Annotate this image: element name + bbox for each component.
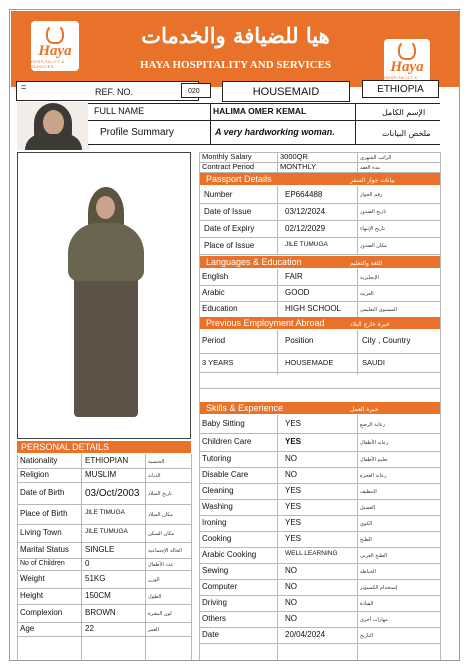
employment-col-1: Position	[285, 336, 314, 345]
personal-4-label-ar: مكان السكن	[148, 530, 175, 537]
language-1-label-ar: العربية	[360, 290, 374, 297]
header-title-english: HAYA HOSPITALITY AND SERVICES	[139, 59, 332, 71]
haya-logo-right: Haya HOSPITALITY &	[384, 39, 430, 85]
full-name-label: FULL NAME	[94, 106, 145, 116]
skill-4-label: Cleaning	[202, 486, 234, 495]
passport-2-label: Date of Expiry	[204, 223, 255, 233]
personal-9-value: BROWN	[85, 608, 116, 617]
skill-9-label-ar: الخياطة	[360, 568, 376, 575]
ref-box: = REF. NO.	[16, 81, 199, 101]
personal-10-label-ar: العمر	[148, 626, 159, 633]
personal-3-label-ar: مكان الميلاد	[148, 511, 173, 518]
passport-3-value: JILE TUMUGA	[285, 240, 328, 248]
employment-cell: SAUDI	[362, 358, 385, 367]
skill-3-label-ar: رعاية العجزة	[360, 472, 387, 479]
personal-5-label-ar: الحالة الإجتماعية	[148, 547, 182, 554]
personal-1-label-ar: الديانة	[148, 472, 161, 479]
contract-0-label-ar: الراتب الشهري	[360, 154, 392, 161]
contract-0-label: Monthly Salary	[202, 152, 252, 161]
skill-1-label-ar: رعاية الأطفال	[360, 439, 389, 446]
contract-1-label: Contract Period	[202, 162, 255, 171]
skill-0-label-ar: رعاية الرضع	[360, 421, 386, 428]
personal-2-label-ar: تاريخ الميلاد	[148, 490, 173, 497]
passport-2-value: 02/12/2029	[285, 223, 326, 233]
language-1-value: GOOD	[285, 288, 310, 297]
passport-0-label-ar: رقم الجواز	[360, 192, 383, 198]
personal-10-value: 22	[85, 624, 94, 633]
profile-summary-value: A very hardworking woman.	[215, 127, 335, 137]
skill-11-label: Driving	[202, 598, 227, 607]
skill-5-label: Washing	[202, 502, 233, 511]
ref-label: REF. NO.	[95, 87, 134, 97]
ref-number: 020	[181, 83, 211, 98]
personal-6-value: 0	[85, 559, 90, 568]
language-1-label: Arabic	[202, 288, 225, 297]
full-name-value: HALIMA OMER KEMAL	[213, 106, 307, 116]
skill-4-label-ar: التنظيف	[360, 488, 377, 495]
language-0-label: English	[202, 272, 229, 281]
personal-6-label: No of Children	[20, 560, 65, 567]
personal-9-label: Complexion	[20, 608, 63, 617]
skill-13-value: 20/04/2024	[285, 630, 326, 639]
personal-8-value: 150CM	[85, 591, 111, 600]
header-banner	[11, 11, 460, 87]
passport-3-label-ar: مكان الصدور	[360, 243, 387, 249]
country-box: ETHIOPIA	[362, 80, 439, 98]
personal-7-value: 51KG	[85, 574, 106, 583]
personal-0-label-ar: الجنسية	[148, 458, 165, 465]
passport-2-label-ar: تاريخ الإنتهاء	[360, 226, 385, 232]
personal-0-label: Nationality	[20, 456, 58, 465]
personal-2-value: 03/Oct/2003	[85, 488, 140, 499]
header-title-arabic: هيا للضيافة والخدمات	[141, 23, 330, 48]
skill-4-value: YES	[285, 486, 302, 495]
skill-7-label: Cooking	[202, 534, 232, 543]
skill-10-value: NO	[285, 582, 297, 591]
language-2-label: Education	[202, 304, 238, 313]
skill-12-label-ar: مهارات أخرى	[360, 616, 388, 623]
skill-1-label: Children Care	[202, 437, 252, 446]
personal-10-label: Age	[20, 624, 35, 633]
skill-9-value: NO	[285, 566, 297, 575]
portrait-photo	[17, 102, 90, 150]
contract-1-label-ar: مدة العقد	[360, 164, 380, 171]
passport-0-label: Number	[204, 189, 233, 199]
passport-3-label: Place of Issue	[204, 240, 255, 250]
skill-2-label: Tutoring	[202, 454, 232, 463]
personal-1-label: Religion	[20, 470, 49, 479]
language-2-value: HIGH SCHOOL	[285, 304, 342, 313]
skill-2-label-ar: تعليم الأطفال	[360, 456, 388, 463]
skill-1-value: YES	[285, 437, 302, 446]
skill-6-label-ar: الكوي	[360, 520, 373, 527]
language-0-value: FAIR	[285, 272, 303, 281]
skill-6-value: YES	[285, 518, 302, 527]
personal-5-label: Marital Status	[20, 545, 69, 554]
personal-5-value: SINGLE	[85, 545, 115, 554]
employment-cell: 3 YEARS	[202, 358, 234, 367]
personal-7-label: Weight	[20, 574, 45, 583]
skill-8-label-ar: الطبخ العربي	[360, 552, 387, 559]
skill-10-label-ar: إستخدام الكمبيوتر	[360, 584, 398, 591]
personal-details-header: PERSONAL DETAILS	[17, 441, 191, 453]
cv-page: Haya HOSPITALITY & SERVICES هيا للضيافة والخدمات HAYA HOSPITALITY AND SERVICES Haya HOSPITALITY & = REF. NO. 020 HOUSEMAID ETHIOPIA FULL NAME HALIMA OMER KEMAL الإسم الكامل Profile Summary A very hardworking woman. ملخص البيانات PERSONAL DETAILS Monthly Salary 3000QR الراتب الشهري Contract Period MONTHLY مدة العقد Passport Details بيانات جواز السفر Number EP664488 رقم الجواز Date of Issue 03/12/2024 تاريخ الصدور Date of Expiry 02/12/2029 تاريخ الإنتهاء Place of Issue JILE TUMUGA مكان الصدور Languages & Education اللغة والتعليم English FAIR الإنجليزية Arabic GOOD العربية Education HIGH SCHOOL المستوى التعليمي Previous Employment Abroad خبرة خارج البلاد Period Position City , Country 3 YEARS HOUSEMADE SAUDI Skills & Experience خبرة العمل Baby Sitting YES رعاية الرضع Children Care YES رعاية الأطفال Tutoring NO تعليم الأطفال Disable Care NO رعاية العجزة Cleaning YES التنظيف Washing YES الغسيل Ironing YES الكوي Cooking YES الطبخ Arabic Cooking WELL LEARNING الطبخ العربي Sewing NO الخياطة Computer NO إستخدام الكمبيوتر Driving NO القيادة Others NO مهارات أخرى Date 20/04/2024 التاريخ Nationality ETHIOPIAN الجنسية Religion MUSLIM الديانة Date of Birth 03/Oct/2003 تاريخ الميلاد Place of Birth JILE TIMUGA مكان الميلاد Living Town JILE TUMUGA مكان السكن Marital Status SINGLE الحالة الإجتماعية No of Children 0 عدد الأطفال Weight 51KG الوزن Height 150CM الطول Complexion BROWN لون البشرة Age 22 العمر	[9, 9, 460, 661]
passport-1-label-ar: تاريخ الصدور	[360, 209, 387, 215]
personal-4-label: Living Town	[20, 528, 62, 537]
passport-0-value: EP664488	[285, 189, 323, 199]
personal-8-label-ar: الطول	[148, 593, 162, 600]
contract-0-value: 3000QR	[280, 152, 308, 161]
skill-7-label-ar: الطبخ	[360, 536, 372, 543]
passport-1-label: Date of Issue	[204, 206, 252, 216]
skill-6-label: Ironing	[202, 518, 227, 527]
language-0-label-ar: الإنجليزية	[360, 274, 379, 281]
skill-9-label: Sewing	[202, 566, 229, 575]
skill-8-value: WELL LEARNING	[285, 550, 338, 557]
skill-3-value: NO	[285, 470, 297, 479]
passport-1-value: 03/12/2024	[285, 206, 326, 216]
skill-10-label: Computer	[202, 582, 238, 591]
skill-5-value: YES	[285, 502, 302, 511]
full-body-photo	[17, 152, 191, 439]
personal-0-value: ETHIOPIAN	[85, 456, 129, 465]
personal-1-value: MUSLIM	[85, 470, 117, 479]
skill-8-label: Arabic Cooking	[202, 550, 257, 559]
skills-header: Skills & Experience خبرة العمل	[200, 402, 440, 414]
languages-header: Languages & Education اللغة والتعليم	[200, 256, 440, 268]
skill-3-label: Disable Care	[202, 470, 249, 479]
skill-13-label-ar: التاريخ	[360, 632, 373, 639]
employment-col-2: City , Country	[362, 336, 411, 345]
passport-details-header: Passport Details بيانات جواز السفر	[200, 173, 440, 185]
language-2-label-ar: المستوى التعليمي	[360, 306, 397, 313]
personal-8-label: Height	[20, 591, 44, 600]
skill-2-value: NO	[285, 454, 297, 463]
skill-0-value: YES	[285, 419, 302, 428]
skill-11-value: NO	[285, 598, 297, 607]
skill-12-label: Others	[202, 614, 227, 623]
skill-11-label-ar: القيادة	[360, 600, 374, 607]
personal-7-label-ar: الوزن	[148, 576, 160, 583]
haya-logo-left: Haya HOSPITALITY & SERVICES	[31, 21, 79, 71]
profile-summary-label: Profile Summary	[100, 127, 174, 138]
employment-header: Previous Employment Abroad خبرة خارج البلاد	[200, 317, 440, 329]
personal-3-label: Place of Birth	[20, 509, 68, 518]
skill-5-label-ar: الغسيل	[360, 504, 376, 511]
personal-2-label: Date of Birth	[20, 488, 65, 497]
skill-0-label: Baby Sitting	[202, 419, 245, 428]
skill-12-value: NO	[285, 614, 297, 623]
personal-4-value: JILE TUMUGA	[85, 528, 128, 535]
employment-col-0: Period	[202, 336, 226, 345]
personal-9-label-ar: لون البشرة	[148, 610, 172, 617]
employment-cell: HOUSEMADE	[285, 358, 334, 367]
position-box: HOUSEMAID	[222, 81, 350, 102]
skill-7-value: YES	[285, 534, 302, 543]
contract-1-value: MONTHLY	[280, 162, 317, 171]
skill-13-label: Date	[202, 630, 219, 639]
personal-3-value: JILE TIMUGA	[85, 509, 125, 516]
personal-6-label-ar: عدد الأطفال	[148, 561, 174, 568]
